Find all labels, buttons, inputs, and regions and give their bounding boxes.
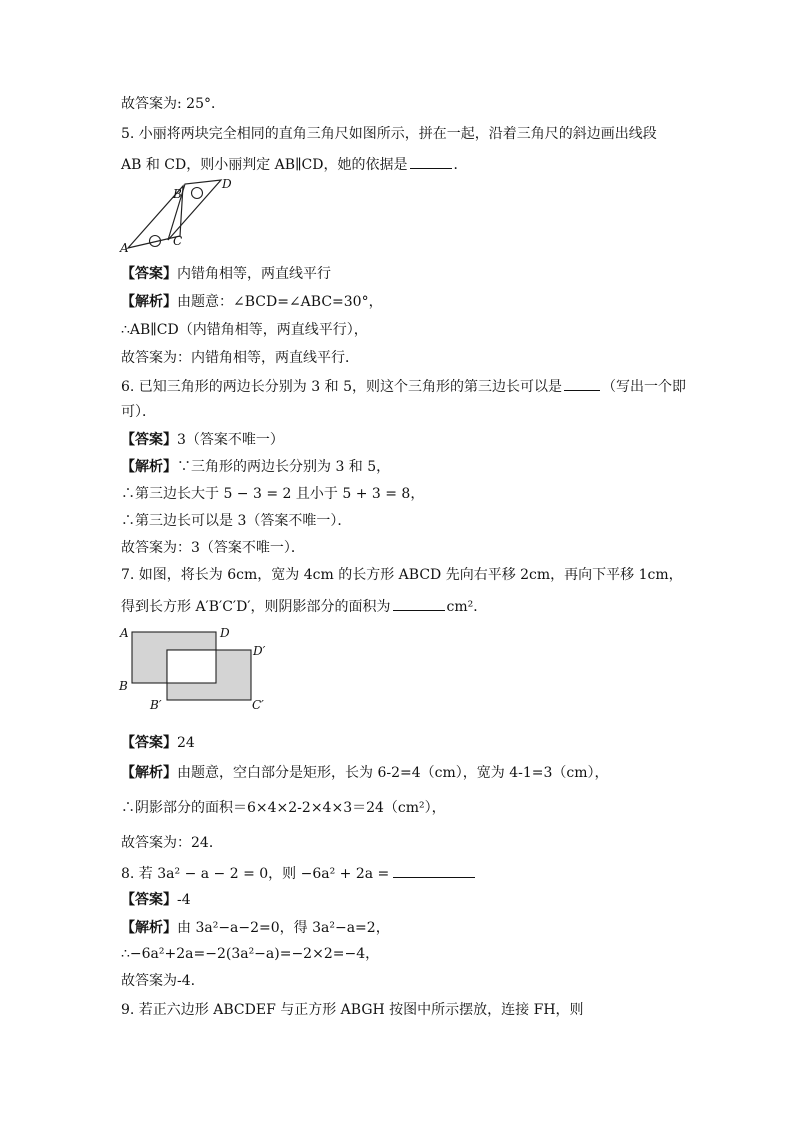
text-line: ∴第三边长大于 5 − 3 = 2 且小于 5 + 3 = 8， — [121, 486, 425, 502]
label-D: D — [220, 626, 230, 640]
question-9: 9. 若正六边形 ABCDEF 与正方形 ABGH 按图中所示摆放，连接 FH，则 — [121, 1002, 584, 1018]
answer-line — [121, 733, 195, 753]
analysis-tag: 【解析】 — [121, 294, 177, 310]
blank-overlap — [167, 650, 216, 683]
figure-triangles — [118, 172, 238, 256]
question-5: 5. 小丽将两块完全相同的直角三角尺如图所示，拼在一起，沿着三角尺的斜边画出线段 — [121, 126, 657, 142]
question-8-text: 8. 若 3a² − a − 2 = 0，则 −6a² + 2a = — [121, 866, 390, 882]
question-7: 7. 如图，将长为 6cm，宽为 4cm 的长方形 ABCD 先向右平移 2cm，再向下平移 1cm， — [121, 567, 683, 583]
answer-text: -4 — [177, 892, 191, 908]
analysis-line — [121, 763, 609, 783]
analysis-tag: 【解析】 — [121, 765, 177, 781]
analysis-text: 由题意，空白部分是矩形，长为 6-2=4（cm），宽为 4-1=3（cm）， — [177, 765, 609, 781]
text-line: 故答案为：3（答案不唯一）． — [121, 540, 305, 556]
analysis-text: ∵三角形的两边长分别为 3 和 5， — [177, 459, 391, 475]
unit-text: cm²． — [446, 599, 488, 615]
text-line: ∴AB∥CD（内错角相等，两直线平行）， — [121, 322, 368, 338]
question-7-text: 得到长方形 A′B′C′D′，则阴影部分的面积为 — [121, 599, 391, 615]
answer-tag: 【答案】 — [121, 432, 177, 448]
answer-tag: 【答案】 — [121, 735, 177, 751]
answer-tag: 【答案】 — [121, 892, 177, 908]
analysis-text: 由 3a²−a−2=0，得 3a²−a=2， — [177, 920, 390, 936]
answer-blank — [410, 154, 452, 169]
answer-line — [121, 890, 191, 910]
answer-blank — [393, 863, 475, 878]
answer-text: 内错角相等，两直线平行 — [177, 266, 331, 282]
analysis-line — [121, 292, 383, 312]
label-A: A — [120, 626, 129, 640]
text-line: ∴−6a²+2a=−2(3a²−a)=−2×2=−4， — [121, 946, 380, 962]
text-line: 故答案为: 25°． — [121, 96, 225, 112]
label-C-prime: C′ — [252, 698, 264, 712]
label-D-prime: D′ — [253, 644, 266, 658]
label-B: B — [119, 679, 128, 693]
answer-tag: 【答案】 — [121, 266, 177, 282]
text-line: 故答案为：24． — [121, 835, 223, 851]
analysis-tag: 【解析】 — [121, 920, 177, 936]
label-B: B — [173, 187, 182, 201]
analysis-tag: 【解析】 — [121, 459, 177, 475]
text-line: 可）． — [121, 404, 156, 420]
answer-blank — [393, 596, 445, 611]
answer-line — [121, 264, 331, 284]
analysis-text: 由题意：∠BCD=∠ABC=30°， — [177, 294, 383, 310]
text-line: 故答案为：内错角相等，两直线平行． — [121, 350, 359, 366]
analysis-line — [121, 457, 390, 477]
question-6-text-end: （写出一个即 — [601, 379, 686, 395]
label-A: A — [120, 241, 129, 255]
text-line: ∴第三边长可以是 3（答案不唯一）． — [121, 513, 352, 529]
figure-rectangles — [116, 624, 276, 716]
text-line: ∴阴影部分的面积＝6×4×2-2×4×3＝24（cm²）， — [121, 800, 446, 816]
question-6 — [121, 376, 686, 397]
label-C: C — [173, 234, 183, 248]
label-B-prime: B′ — [150, 698, 162, 712]
analysis-line — [121, 918, 390, 938]
question-8 — [121, 863, 475, 884]
label-D: D — [222, 177, 232, 191]
hole-circle — [192, 188, 203, 199]
text-line: 故答案为-4. — [121, 973, 196, 989]
answer-text: 3（答案不唯一） — [177, 432, 284, 448]
answer-line — [121, 430, 284, 450]
question-5-text: AB 和 CD，则小丽判定 AB∥CD，她的依据是 — [121, 157, 408, 173]
punct: ． — [453, 157, 468, 173]
text-line — [121, 596, 487, 617]
answer-text: 24 — [177, 735, 195, 751]
answer-blank — [564, 376, 600, 391]
question-6-text: 6. 已知三角形的两边长分别为 3 和 5，则这个三角形的第三边长可以是 — [121, 379, 562, 395]
